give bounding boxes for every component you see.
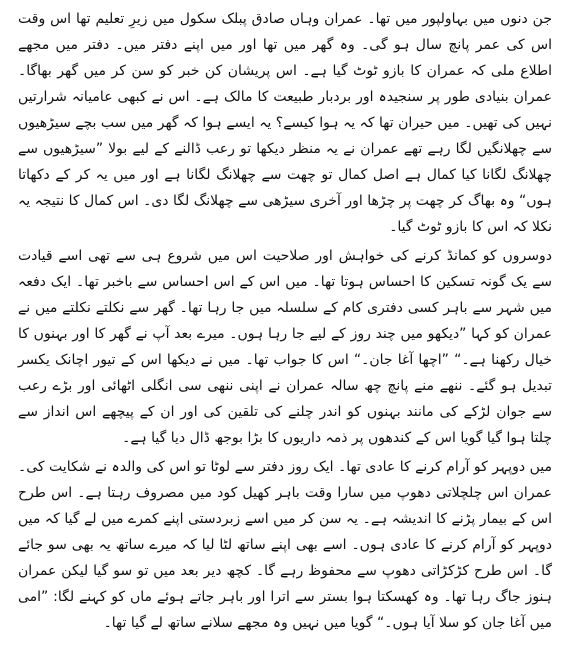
paragraph: دوسروں کو کمانڈ کرنے کی خواہش اور صلاحیت اس میں شروع ہی سے تھی اسے قیادت سے یک گونہ تسکین کا احساس ہوتا تھا۔ میں اس کے اس احساس سے باخبر تھا۔ ایک دفعہ میں شہر سے باہر کسی دفتری کام کے سلسلہ میں جا رہا تھا۔ گھر سے نکلتے نکلتے میں نے عمران کو کہا ”دیکھو میں چند روز کے لیے جا رہا ہوں۔ میرے بعد آپ نے گھر کا اور بہنوں کا خیال رکھنا ہے۔“ ”اچھا آغا جان۔“ اس کا جواب تھا۔ میں نے دیکھا اس کے تیور اچانک یکسر تبدیل ہو گئے۔ ننھے منے پانچ چھ سالہ عمران نے اپنی ننھی سی انگلی اٹھائی اور بڑے رعب سے جوان لڑکے کی مانند بہنوں کو اندر چلنے کی تلقین کی اور ان کے پیچھے اس انداز سے چلتا ہوا گیا گویا اس کے کندھوں پر ذمہ داریوں کا بڑا بوجھ ڈال دیا گیا ہے۔ (18, 248, 552, 446)
paragraph: جن دنوں میں بہاولپور میں تھا۔ عمران وہاں صادق پبلک سکول میں زیرِ تعلیم تھا اس وقت اس کی عمر پانچ سال ہو گی۔ وہ گھر میں تھا اور میں اپنے دفتر میں۔ دفتر میں مجھے اطلاع ملی کہ عمران کا بازو ٹوٹ گیا ہے۔ اس پریشان کن خبر کو سن کر میں گھر بھاگا۔ عمران بنیادی طور پر سنجیدہ اور بردبار طبیعت کا مالک ہے۔ اس نے کبھی عامیانہ شرارتیں نہیں کی تھیں۔ میں حیران تھا کہ یہ ہوا کیسے؟ یہ ایسے ہوا کہ گھر میں سب بچے سیڑھیوں سے چھلانگیں لگا رہے تھے عمران نے یہ منظر دیکھا تو رعب ڈالنے کے لیے بولا ”سیڑھیوں سے چھلانگ لگانا کیا کمال ہے اصل کمال تو چھت سے چھلانگ لگانا ہے اور میں یہ کر کے دکھاتا ہوں“ وہ بھاگ کر چھت پر چڑھا اور آخری سیڑھی سے چھلانگ لگا دی۔ اس کمال کا نتیجہ یہ نکلا کہ اس کا بازو ٹوٹ گیا۔ (18, 11, 552, 235)
paragraph: میں دوپہر کو آرام کرنے کا عادی تھا۔ ایک روز دفتر سے لوٹا تو اس کی والدہ نے شکایت کی۔ عمران اس چلچلاتی دھوپ میں سارا وقت باہر کھیل کود میں مصروف رہتا ہے۔ اس طرح اس کے بیمار پڑنے کا اندیشہ ہے۔ یہ سن کر میں اسے زبردستی اپنے کمرے میں لے گیا کہ میں دوپہر کو آرام کرنے کا عادی ہوں۔ اسے بھی اپنے ساتھ لٹا لیا کہ میرے ساتھ یہ بھی سو جائے گا۔ اس طرح کڑکڑاتی دھوپ سے محفوظ رہے گا۔ کچھ دیر بعد میں تو سو گیا لیکن عمران ہنوز جاگ رہا تھا۔ وہ کھسکتا ہوا بستر سے اترا اور باہر جاتے ہوئے ماں کو کہنے لگا: ”امی میں آغا جان کو سلا آیا ہوں۔“ گویا میں نہیں وہ مجھے سلانے ساتھ لے گیا تھا۔ (18, 459, 552, 631)
